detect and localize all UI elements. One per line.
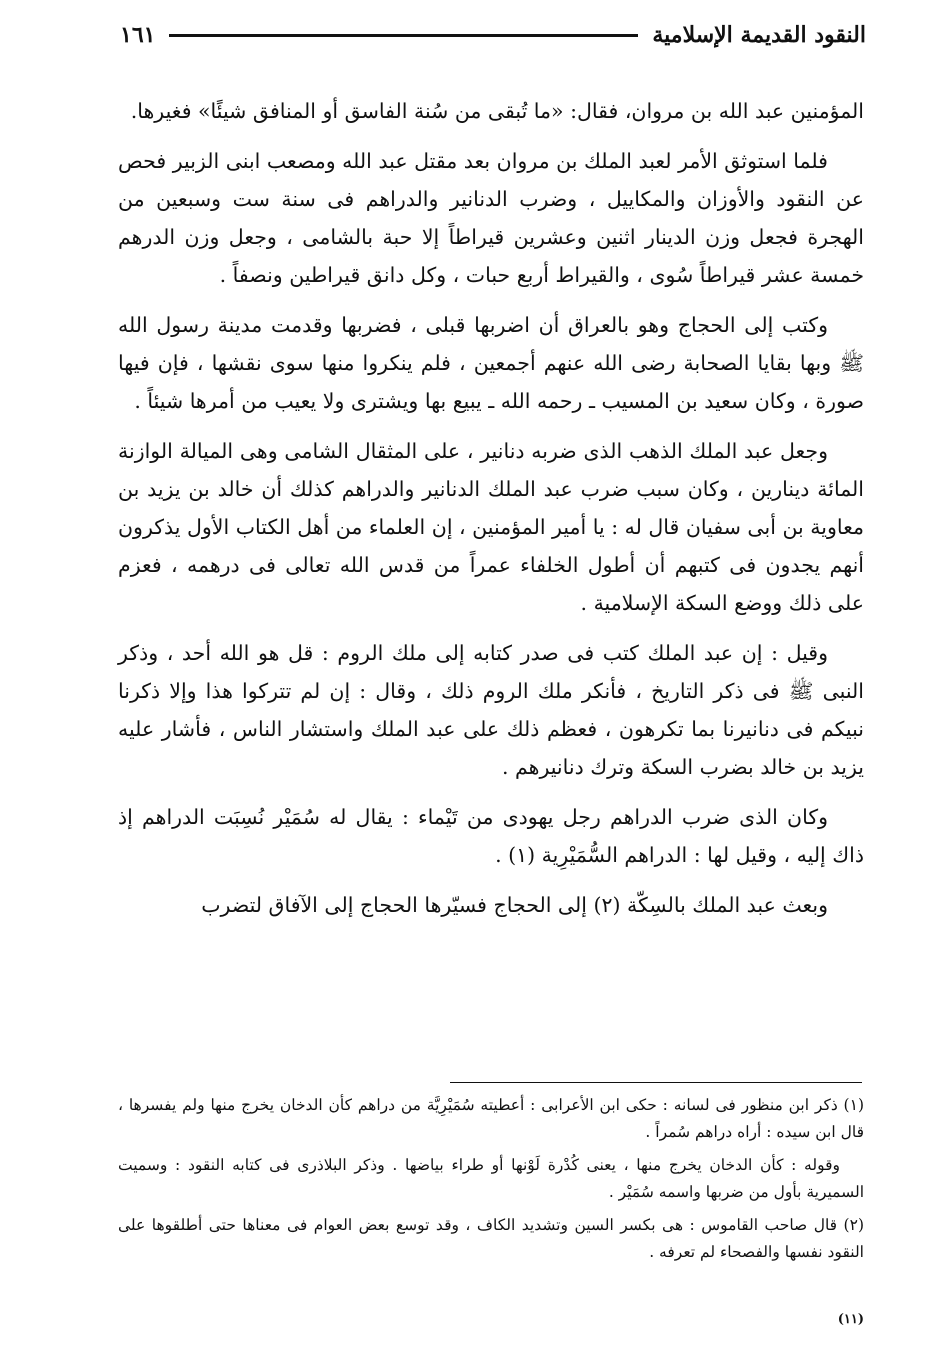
footnote-separator xyxy=(450,1082,862,1083)
paragraph: وجعل عبد الملك الذهب الذى ضربه دنانير ، على المثقال الشامى وهى الميالة الوازنة المائة دينارين ، وكان سبب ضرب عبد الملك الدنانير والدراهم كذلك أن خالد بن يزيد بن معاوية بن أبى سفيان قال له : يا أمير المؤمنين ، إن العلماء من أهل الكتاب الأول يذكرون أنهم يجدون فى كتبهم أن أطول الخلفاء عمراً من قدس الله تعالى فى درهمه ، فعزم على ذلك ووضع السكة الإسلامية . xyxy=(118,439,864,615)
paragraph: وكتب إلى الحجاج وهو بالعراق أن اضربها قبلى ، فضربها وقدمت مدينة رسول الله ﷺ وبها بقايا الصحابة رضى الله عنهم أجمعين ، فلم ينكروا منها سوى نقشها ، فإن فيها صورة ، وكان سعيد بن المسيب ـ رحمه الله ـ يبيع بها ويشترى ولا يعيب من أمرها شيئاً . xyxy=(118,313,864,413)
header-rule xyxy=(169,34,638,37)
paragraph: وبعث عبد الملك بالسِكّة (٢) إلى الحجاج فسيّرها الحجاج إلى الآفاق لتضرب xyxy=(201,893,828,917)
paragraph: فلما استوثق الأمر لعبد الملك بن مروان بعد مقتل عبد الله ومصعب ابنى الزبير فحص عن النقود والأوزان والمكاييل ، وضرب الدنانير والدراهم فى سنة ست وسبعين من الهجرة فجعل وزن الدينار اثنين وعشرين قيراطاً إلا حبة بالشامى ، وجعل وزن الدرهم خمسة عشر قيراطاً سُوى ، والقيراط أربع حبات ، وكل دانق قيراطين ونصفاً . xyxy=(118,149,864,287)
signature-mark: (١١) xyxy=(837,1312,864,1327)
footnotes xyxy=(118,1092,864,1272)
page-number: ١٦١ xyxy=(120,22,156,48)
paragraph: المؤمنين عبد الله بن مروان، فقال: «ما تُبقى من سُنة الفاسق أو المنافق شيئًا» فغيرها. xyxy=(130,99,864,123)
running-title: النقود القديمة الإسلامية xyxy=(652,22,866,48)
page-header xyxy=(120,22,866,48)
paragraph: وقيل : إن عبد الملك كتب فى صدر كتابه إلى ملك الروم : قل هو الله أحد ، وذكر النبى ﷺ فى ذكر التاريخ ، فأنكر ملك الروم ذلك ، وقال : إن لم تتركوا هذا وإلا ذكرنا نبيكم فى دنانيرنا بما تكرهون ، فعظم ذلك على عبد الملك واستشار الناس ، فأشار عليه يزيد بن خالد بضرب السكة وترك دنانيرهم . xyxy=(118,641,864,779)
footnote: وقوله : كأن الدخان يخرج منها ، يعنى كُدْرة لَوْنها أو طراء بياضها . وذكر البلاذرى فى كتابه النقود : وسميت السميرية بأول من ضربها واسمه سُمَيْر . xyxy=(118,1156,864,1201)
paragraph: وكان الذى ضرب الدراهم رجل يهودى من تَيْماء : يقال له سُمَيْر نُسِبَت الدراهم إذ ذاك إليه ، وقيل لها : الدراهم السُّمَيْرِية (١) . xyxy=(118,805,864,867)
footnote: (١) ذكر ابن منظور فى لسانه : حكى ابن الأعرابى : أعطيته سُمَيْرِيَّة من دراهم كأن الدخان يخرج منها ولم يفسرها ، قال ابن سيده : أراه دراهم سُمراً . xyxy=(118,1096,864,1141)
main-text xyxy=(118,92,864,936)
footnote: (٢) قال صاحب القاموس : هى بكسر السين وتشديد الكاف ، وقد توسع بعض العوام فى معناها حتى أطلقوها على النقود نفسها والفصحاء لم تعرفه . xyxy=(118,1216,864,1261)
